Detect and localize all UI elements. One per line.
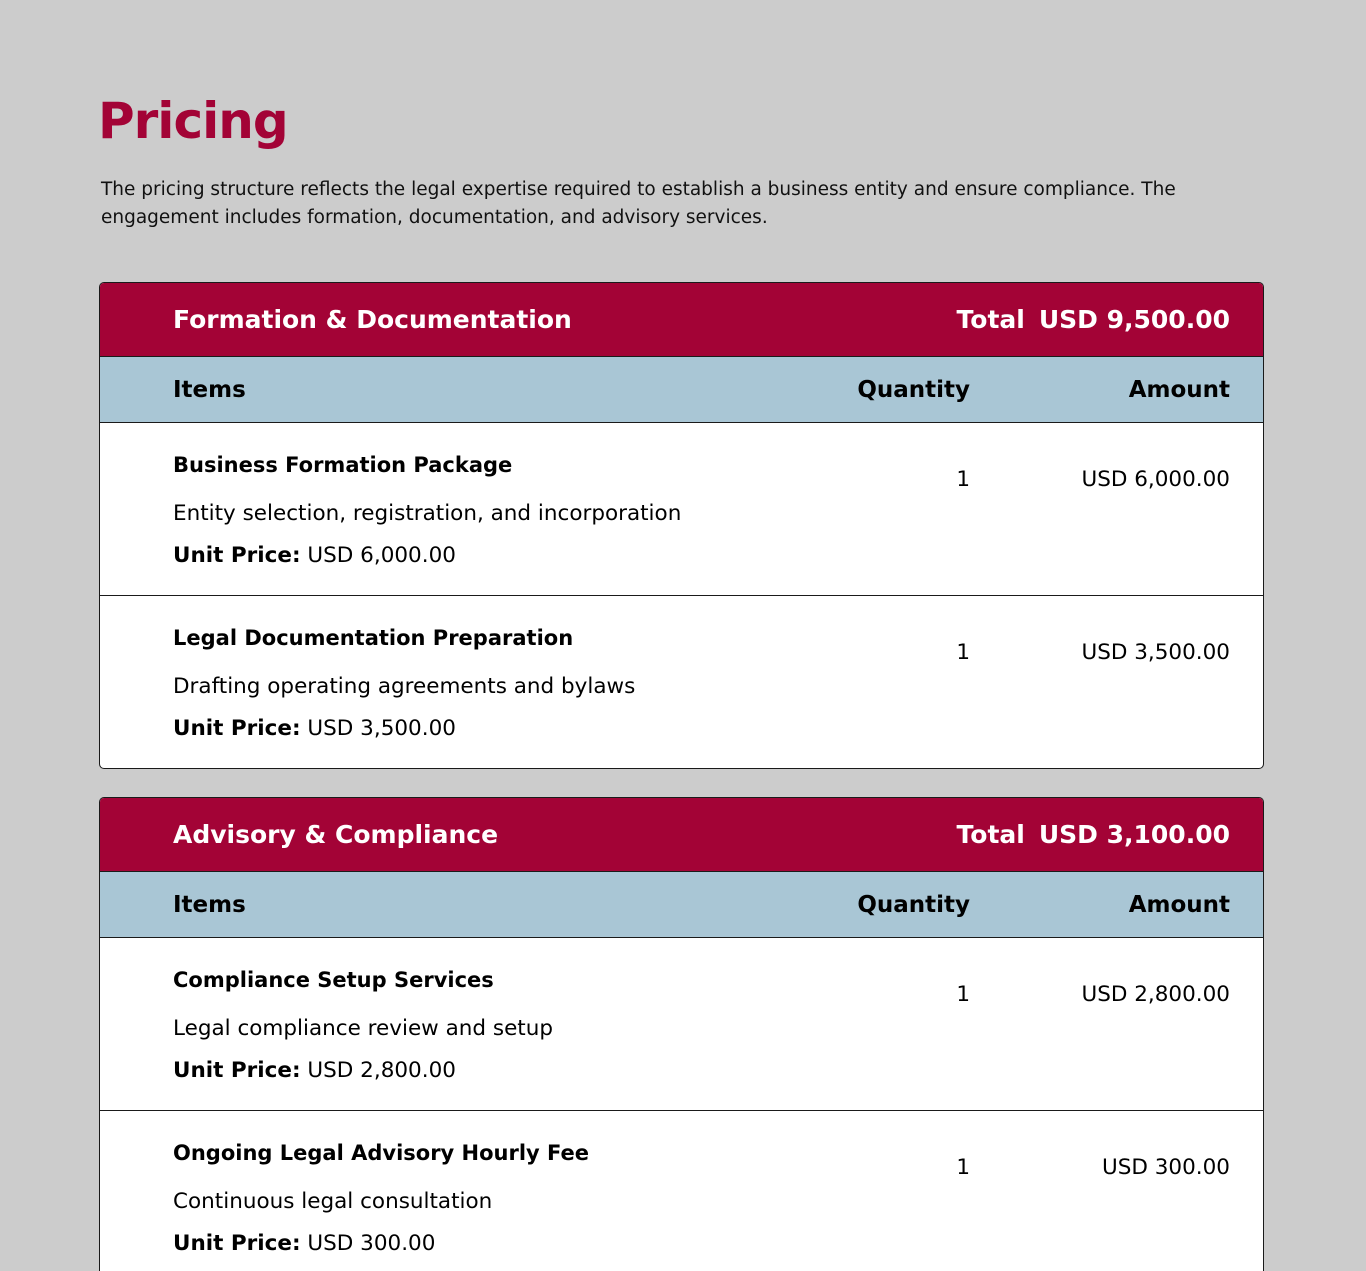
item-name: Ongoing Legal Advisory Hourly Fee xyxy=(173,1141,590,1165)
item-unit-price xyxy=(173,1231,435,1256)
section-total xyxy=(957,305,1230,334)
page-title: Pricing xyxy=(98,92,288,150)
item-unit-price xyxy=(173,1058,456,1083)
unit-price-value: USD 3,500.00 xyxy=(307,716,456,741)
column-items: Items xyxy=(173,376,246,403)
item-amount: USD 300.00 xyxy=(1101,1155,1230,1180)
unit-price-value: USD 300.00 xyxy=(307,1231,436,1256)
unit-price-label: Unit Price: xyxy=(173,1058,301,1083)
total-value: USD 9,500.00 xyxy=(1038,305,1230,334)
pricing-section-advisory xyxy=(99,797,1264,1271)
total-value: USD 3,100.00 xyxy=(1038,820,1230,849)
unit-price-label: Unit Price: xyxy=(173,543,301,568)
section-total xyxy=(957,820,1230,849)
column-amount: Amount xyxy=(1128,891,1230,918)
line-item xyxy=(100,423,1263,596)
item-amount: USD 2,800.00 xyxy=(1081,982,1230,1007)
column-header-row xyxy=(100,356,1263,423)
intro-paragraph: The pricing structure reflects the legal expertise required to establish a business entity and ensure compliance. The engagement includes formation, documentation, and advisory services. xyxy=(101,179,1176,228)
item-description: Drafting operating agreements and bylaws xyxy=(173,674,636,699)
item-quantity: 1 xyxy=(956,640,970,665)
column-quantity: Quantity xyxy=(857,891,970,918)
item-unit-price xyxy=(173,543,456,568)
pricing-section-formation xyxy=(99,282,1264,769)
unit-price-value: USD 2,800.00 xyxy=(307,1058,456,1083)
column-header-row xyxy=(100,871,1263,938)
line-item xyxy=(100,596,1263,769)
unit-price-label: Unit Price: xyxy=(173,1231,301,1256)
line-item xyxy=(100,938,1263,1111)
item-quantity: 1 xyxy=(956,1155,970,1180)
item-description: Entity selection, registration, and incorporation xyxy=(173,501,682,526)
section-title: Formation & Documentation xyxy=(173,305,572,334)
item-amount: USD 3,500.00 xyxy=(1081,640,1230,665)
item-name: Legal Documentation Preparation xyxy=(173,626,574,650)
item-amount: USD 6,000.00 xyxy=(1081,467,1230,492)
unit-price-label: Unit Price: xyxy=(173,716,301,741)
section-header xyxy=(100,798,1263,871)
item-quantity: 1 xyxy=(956,467,970,492)
unit-price-value: USD 6,000.00 xyxy=(307,543,456,568)
section-header xyxy=(100,283,1263,356)
item-description: Legal compliance review and setup xyxy=(173,1016,554,1041)
line-item xyxy=(100,1111,1263,1271)
total-label: Total xyxy=(956,820,1025,849)
item-unit-price xyxy=(173,716,456,741)
item-name: Compliance Setup Services xyxy=(173,968,494,992)
column-quantity: Quantity xyxy=(857,376,970,403)
column-amount: Amount xyxy=(1128,376,1230,403)
section-title: Advisory & Compliance xyxy=(173,820,499,849)
column-items: Items xyxy=(173,891,246,918)
item-name: Business Formation Package xyxy=(173,453,513,477)
total-label: Total xyxy=(956,305,1025,334)
item-description: Continuous legal consultation xyxy=(173,1189,493,1214)
item-quantity: 1 xyxy=(956,982,970,1007)
